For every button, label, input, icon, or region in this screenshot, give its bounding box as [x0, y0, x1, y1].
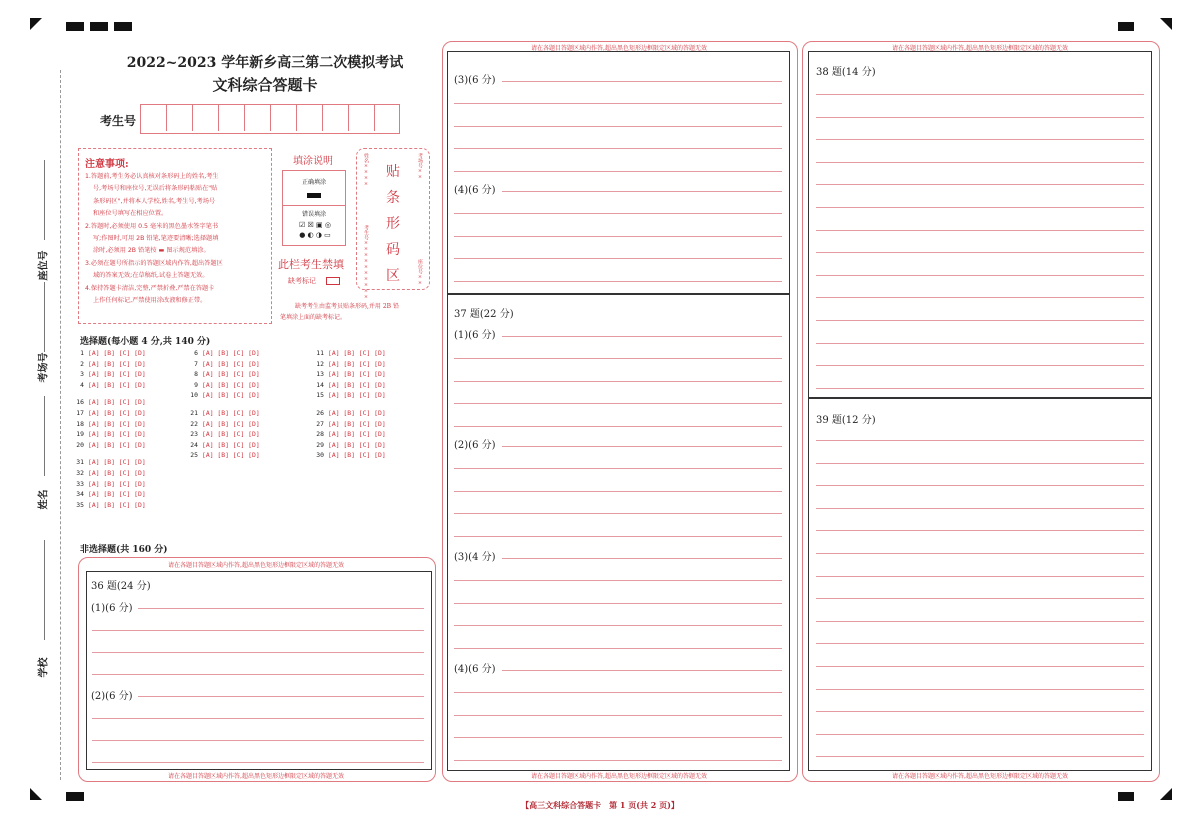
choice-row-20[interactable]: [72, 441, 146, 449]
region-notice: 请在各题目答题区域内作答,超出黑色矩形边框限定区域的答题无效: [531, 773, 707, 780]
writing-line: [816, 508, 1144, 509]
question-number: 16: [76, 398, 84, 407]
absent-mark-label: 缺考标记: [288, 277, 316, 285]
question-number: 26: [316, 409, 324, 417]
writing-line: [454, 358, 782, 359]
q39-answer-box[interactable]: [808, 397, 1152, 771]
choice-row-14[interactable]: [312, 381, 386, 389]
choice-row-6[interactable]: [186, 349, 260, 357]
choice-row-4[interactable]: [72, 381, 146, 389]
candidate-number-label: 考生号: [100, 114, 137, 128]
region-notice: 请在各题目答题区域内作答,超出黑色矩形边框限定区域的答题无效: [892, 773, 1068, 780]
writing-line: [454, 281, 782, 282]
choice-options[interactable]: [A] [B] [C] [D]: [88, 490, 146, 499]
writing-line: [454, 403, 782, 404]
region-notice: 请在各题目答题区域内作答,超出黑色矩形边框限定区域的答题无效: [892, 45, 1068, 52]
question-number: 17: [76, 409, 84, 417]
writing-line: [454, 148, 782, 149]
choice-row-9[interactable]: [186, 381, 260, 389]
question-number: 27: [316, 419, 324, 428]
note-line: 上作任何标记,严禁使用涂改液和修正带。: [93, 297, 207, 305]
writing-line: [454, 103, 782, 104]
writing-line: [816, 162, 1144, 163]
choice-options[interactable]: [A] [B] [C] [D]: [328, 391, 386, 400]
question-number: 3: [80, 370, 84, 379]
writing-line: [816, 485, 1144, 486]
choice-row-24[interactable]: [186, 441, 260, 449]
writing-line: [454, 126, 782, 127]
choice-row-2[interactable]: [72, 360, 146, 368]
writing-line: [138, 608, 424, 609]
question-number: 21: [190, 409, 198, 417]
writing-line: [454, 536, 782, 537]
choice-row-28[interactable]: [312, 430, 386, 438]
question-number: 22: [190, 419, 198, 428]
writing-line: [816, 388, 1144, 389]
absent-mark-checkbox[interactable]: [326, 277, 340, 285]
corner-marker-bottom-right: [1160, 788, 1172, 800]
question-number: 31: [76, 458, 84, 467]
writing-line: [816, 553, 1144, 554]
writing-line: [816, 689, 1144, 690]
writing-line: [816, 440, 1144, 441]
choice-options[interactable]: [A] [B] [C] [D]: [202, 451, 260, 460]
question-number: 7: [194, 359, 198, 368]
choice-row-1[interactable]: [72, 349, 146, 357]
choice-options[interactable]: [A] [B] [C] [D]: [88, 398, 146, 407]
writing-line: [502, 81, 782, 82]
note-line: 1.答题前,考生务必认真核对条形码上的姓名,考生: [85, 173, 219, 180]
writing-line: [454, 236, 782, 237]
choice-options[interactable]: [A] [B] [C] [D]: [88, 479, 146, 488]
timing-mark: [1118, 792, 1134, 801]
writing-line: [502, 558, 782, 559]
q38-answer-box[interactable]: [808, 51, 1152, 399]
choice-options[interactable]: [A] [B] [C] [D]: [328, 349, 386, 357]
writing-line: [454, 491, 782, 492]
choice-options[interactable]: [A] [B] [C] [D]: [202, 409, 260, 417]
writing-line: [816, 117, 1144, 118]
note-line: 涂时,必须用 2B 铅笔按 ▬ 图示规范填涂。: [93, 247, 210, 255]
question-number: 19: [76, 430, 84, 439]
writing-line: [502, 446, 782, 447]
binding-dashed-line: [60, 70, 61, 780]
q37-answer-box[interactable]: [447, 293, 790, 771]
choice-row-33[interactable]: [72, 480, 146, 488]
writing-line: [816, 643, 1144, 644]
choice-row-7[interactable]: [186, 360, 260, 368]
room-field-line: [44, 282, 45, 352]
question-number: 9: [194, 380, 198, 389]
non-choice-title: 非选择题(共 160 分): [80, 545, 168, 555]
choice-row-11[interactable]: [312, 349, 386, 357]
choice-row-27[interactable]: [312, 420, 386, 428]
choice-options[interactable]: [A] [B] [C] [D]: [88, 430, 146, 439]
name-label: 姓名: [38, 489, 50, 510]
notes-list: [85, 171, 269, 307]
question-number: 2: [80, 359, 84, 368]
question-number: 8: [194, 370, 198, 379]
writing-line: [92, 652, 424, 653]
region-notice: 请在各题目答题区域内作答,超出黑色矩形边框限定区域的答题无效: [168, 773, 344, 780]
q35-part3-label: (3)(6 分): [454, 75, 496, 86]
writing-line: [816, 275, 1144, 276]
writing-line: [816, 530, 1144, 531]
note-line: 条形码区",并将本人学校,姓名,考生号,考场号: [93, 197, 216, 205]
writing-line: [502, 191, 782, 192]
timing-mark: [66, 792, 84, 801]
question-number: 33: [76, 479, 84, 488]
writing-line: [454, 513, 782, 514]
choice-row-35[interactable]: [72, 501, 146, 509]
choice-row-15[interactable]: [312, 391, 386, 399]
name-field-line: [44, 396, 45, 476]
writing-line: [816, 252, 1144, 253]
choice-row-25[interactable]: [186, 451, 260, 459]
q39-title: 39 题(12 分): [816, 415, 876, 426]
choice-options[interactable]: [A] [B] [C] [D]: [202, 370, 260, 379]
writing-line: [92, 740, 424, 741]
question-number: 20: [76, 440, 84, 449]
question-number: 10: [190, 391, 198, 400]
question-number: 28: [316, 430, 324, 439]
choice-row-32[interactable]: [72, 469, 146, 477]
writing-line: [816, 756, 1144, 757]
wrong-fill-samples: ☑ ☒ ▣ ◎: [299, 221, 331, 229]
timing-mark: [1118, 22, 1134, 31]
writing-line: [92, 762, 424, 763]
writing-line: [502, 336, 782, 337]
writing-line: [816, 207, 1144, 208]
barcode-room-label: 考场号××: [417, 153, 423, 180]
writing-line: [816, 711, 1144, 712]
school-label: 学校: [38, 657, 50, 678]
choice-options[interactable]: [A] [B] [C] [D]: [328, 380, 386, 389]
barcode-area: [356, 148, 430, 300]
writing-line: [816, 365, 1144, 366]
page-footer: 【高三文科综合答题卡 第 1 页(共 2 页)】: [521, 800, 679, 810]
notes-box: [78, 148, 272, 324]
timing-mark: [66, 22, 84, 31]
choice-options[interactable]: [A] [B] [C] [D]: [328, 419, 386, 428]
choice-row-18[interactable]: [72, 420, 146, 428]
card-title: 文科综合答题卡: [212, 76, 318, 94]
writing-line: [454, 468, 782, 469]
question-number: 24: [190, 440, 198, 449]
writing-line: [454, 580, 782, 581]
writing-line: [816, 598, 1144, 599]
writing-line: [454, 692, 782, 693]
question-number: 23: [190, 430, 198, 439]
q38-title: 38 题(14 分): [816, 67, 876, 78]
writing-line: [92, 674, 424, 675]
q37-part2-label: (2)(6 分): [454, 440, 496, 451]
choice-options[interactable]: [A] [B] [C] [D]: [328, 409, 386, 417]
note-line: 3.必须在题号所指示的答题区域内作答,超出答题区: [85, 259, 223, 267]
question-number: 15: [316, 391, 324, 400]
writing-line: [816, 94, 1144, 95]
writing-line: [454, 715, 782, 716]
timing-mark: [90, 22, 108, 31]
seat-label: 座位号: [38, 250, 50, 281]
writing-line: [816, 463, 1144, 464]
choice-row-26[interactable]: [312, 409, 386, 417]
choice-options[interactable]: [A] [B] [C] [D]: [88, 370, 146, 379]
note-line: 域的答案无效;在草稿纸,试卷上答题无效。: [93, 272, 209, 280]
choice-row-21[interactable]: [186, 409, 260, 417]
writing-line: [92, 630, 424, 631]
question-number: 25: [190, 451, 198, 460]
question-number: 11: [316, 349, 324, 357]
question-number: 13: [316, 370, 324, 379]
choice-options[interactable]: [A] [B] [C] [D]: [202, 430, 260, 439]
choice-options[interactable]: [A] [B] [C] [D]: [88, 440, 146, 449]
question-number: 18: [76, 419, 84, 428]
wrong-fill-label: 错误填涂: [301, 211, 326, 218]
choice-row-3[interactable]: [72, 370, 146, 378]
choice-options[interactable]: [A] [B] [C] [D]: [88, 409, 146, 417]
school-field-line: [44, 540, 45, 640]
barcode-seat-label: 座位号××: [417, 259, 423, 286]
choice-options[interactable]: [A] [B] [C] [D]: [88, 500, 146, 509]
choice-options[interactable]: [A] [B] [C] [D]: [202, 391, 260, 400]
question-number: 1: [80, 349, 84, 357]
choice-row-16[interactable]: [72, 398, 146, 406]
notes-title: 注意事项:: [85, 159, 129, 170]
writing-line: [816, 230, 1144, 231]
barcode-paste-text: 贴 条 形 码 区: [386, 164, 400, 284]
choice-row-10[interactable]: [186, 391, 260, 399]
choice-options[interactable]: [A] [B] [C] [D]: [328, 451, 386, 460]
note-line: 和座位号填写在相应位置。: [93, 210, 168, 218]
choice-options[interactable]: [A] [B] [C] [D]: [202, 349, 260, 357]
question-number: 29: [316, 440, 324, 449]
question-number: 6: [194, 349, 198, 357]
q37-part1-label: (1)(6 分): [454, 330, 496, 341]
choice-options[interactable]: [A] [B] [C] [D]: [88, 349, 146, 357]
fill-guide-title: 填涂说明: [293, 156, 333, 167]
region-notice: 请在各题目答题区域内作答,超出黑色矩形边框限定区域的答题无效: [531, 45, 707, 52]
choice-options[interactable]: [A] [B] [C] [D]: [88, 469, 146, 477]
choice-options[interactable]: [A] [B] [C] [D]: [88, 458, 146, 467]
writing-line: [454, 258, 782, 259]
question-number: 14: [316, 380, 324, 389]
question-number: 34: [76, 490, 84, 499]
choice-options[interactable]: [A] [B] [C] [D]: [202, 359, 260, 368]
choice-options[interactable]: [A] [B] [C] [D]: [328, 440, 386, 449]
choice-row-8[interactable]: [186, 370, 260, 378]
choice-options[interactable]: [A] [B] [C] [D]: [202, 380, 260, 389]
writing-line: [454, 737, 782, 738]
fill-guide-box: [282, 170, 346, 246]
corner-marker-bottom-left: [30, 788, 42, 800]
writing-line: [454, 603, 782, 604]
question-number: 32: [76, 469, 84, 477]
corner-marker-top-right: [1160, 18, 1172, 30]
correct-fill-label: 正确填涂: [301, 179, 326, 186]
absent-note-line2: 笔填涂上面的缺考标记。: [280, 314, 347, 321]
choice-row-30[interactable]: [312, 451, 386, 459]
choice-row-19[interactable]: [72, 430, 146, 438]
choice-options[interactable]: [A] [B] [C] [D]: [202, 440, 260, 449]
writing-line: [454, 426, 782, 427]
q37-title: 37 题(22 分): [454, 309, 514, 320]
absent-note-line1: 缺考考生由监考员贴条形码,并用 2B 铅: [295, 303, 399, 310]
writing-line: [454, 625, 782, 626]
q36-part2-label: (2)(6 分): [91, 691, 133, 702]
choice-row-31[interactable]: [72, 458, 146, 466]
choice-row-23[interactable]: [186, 430, 260, 438]
forbid-note: 此栏考生禁填: [278, 258, 344, 271]
q37-part4-label: (4)(6 分): [454, 664, 496, 675]
exam-title: 2022~2023 学年新乡高三第二次模拟考试: [126, 55, 404, 71]
candidate-number-grid[interactable]: [140, 104, 400, 134]
choice-row-34[interactable]: [72, 490, 146, 498]
question-number: 12: [316, 359, 324, 368]
wrong-fill-samples: ● ◐ ◑ ▭: [299, 231, 331, 239]
choice-options[interactable]: [A] [B] [C] [D]: [328, 370, 386, 379]
region-notice: 请在各题目答题区域内作答,超出黑色矩形边框限定区域的答题无效: [168, 562, 344, 569]
q36-part1-label: (1)(6 分): [91, 603, 133, 614]
choice-row-17[interactable]: [72, 409, 146, 417]
writing-line: [816, 621, 1144, 622]
seat-field-line: [44, 160, 45, 240]
q37-part3-label: (3)(4 分): [454, 552, 496, 563]
writing-line: [92, 718, 424, 719]
writing-line: [454, 381, 782, 382]
writing-line: [454, 648, 782, 649]
writing-line: [816, 320, 1144, 321]
question-number: 35: [76, 500, 84, 509]
writing-line: [816, 184, 1144, 185]
note-line: 2.答题时,必须使用 0.5 毫米的黑色墨水签字笔书: [85, 222, 219, 230]
question-number: 30: [316, 451, 324, 460]
choice-section-title: 选择题(每小题 4 分,共 140 分): [80, 337, 211, 347]
writing-line: [502, 670, 782, 671]
choice-row-12[interactable]: [312, 360, 386, 368]
writing-line: [454, 171, 782, 172]
barcode-name-label: 姓名××××: [363, 153, 369, 187]
choice-options[interactable]: [A] [B] [C] [D]: [328, 359, 386, 368]
question-number: 4: [80, 380, 84, 389]
choice-row-29[interactable]: [312, 441, 386, 449]
timing-mark: [114, 22, 132, 31]
writing-line: [816, 139, 1144, 140]
note-line: 号,考场号和座位号,无误后将条形码粘贴在"贴: [93, 185, 218, 193]
corner-marker-top-left: [30, 18, 42, 30]
q35-part4-label: (4)(6 分): [454, 185, 496, 196]
choice-options[interactable]: [A] [B] [C] [D]: [202, 419, 260, 428]
writing-line: [816, 666, 1144, 667]
correct-fill-sample: [307, 193, 321, 198]
note-line: 写;作图时,可用 2B 铅笔,笔迹要清晰;选择题填: [93, 235, 219, 243]
writing-line: [454, 213, 782, 214]
choice-options[interactable]: [A] [B] [C] [D]: [328, 430, 386, 439]
note-line: 4.保持答题卡清洁,完整,严禁折叠,严禁在答题卡: [85, 284, 215, 292]
writing-line: [138, 696, 424, 697]
writing-line: [816, 734, 1144, 735]
choice-options[interactable]: [A] [B] [C] [D]: [88, 359, 146, 368]
writing-line: [816, 576, 1144, 577]
choice-options[interactable]: [A] [B] [C] [D]: [88, 419, 146, 428]
exam-room-label: 考场号: [38, 352, 50, 383]
barcode-candidate-label: 考生号××××××××××: [363, 225, 369, 300]
writing-line: [454, 760, 782, 761]
choice-row-22[interactable]: [186, 420, 260, 428]
choice-row-13[interactable]: [312, 370, 386, 378]
writing-line: [816, 343, 1144, 344]
q36-title: 36 题(24 分): [91, 581, 151, 592]
choice-options[interactable]: [A] [B] [C] [D]: [88, 380, 146, 389]
writing-line: [816, 297, 1144, 298]
